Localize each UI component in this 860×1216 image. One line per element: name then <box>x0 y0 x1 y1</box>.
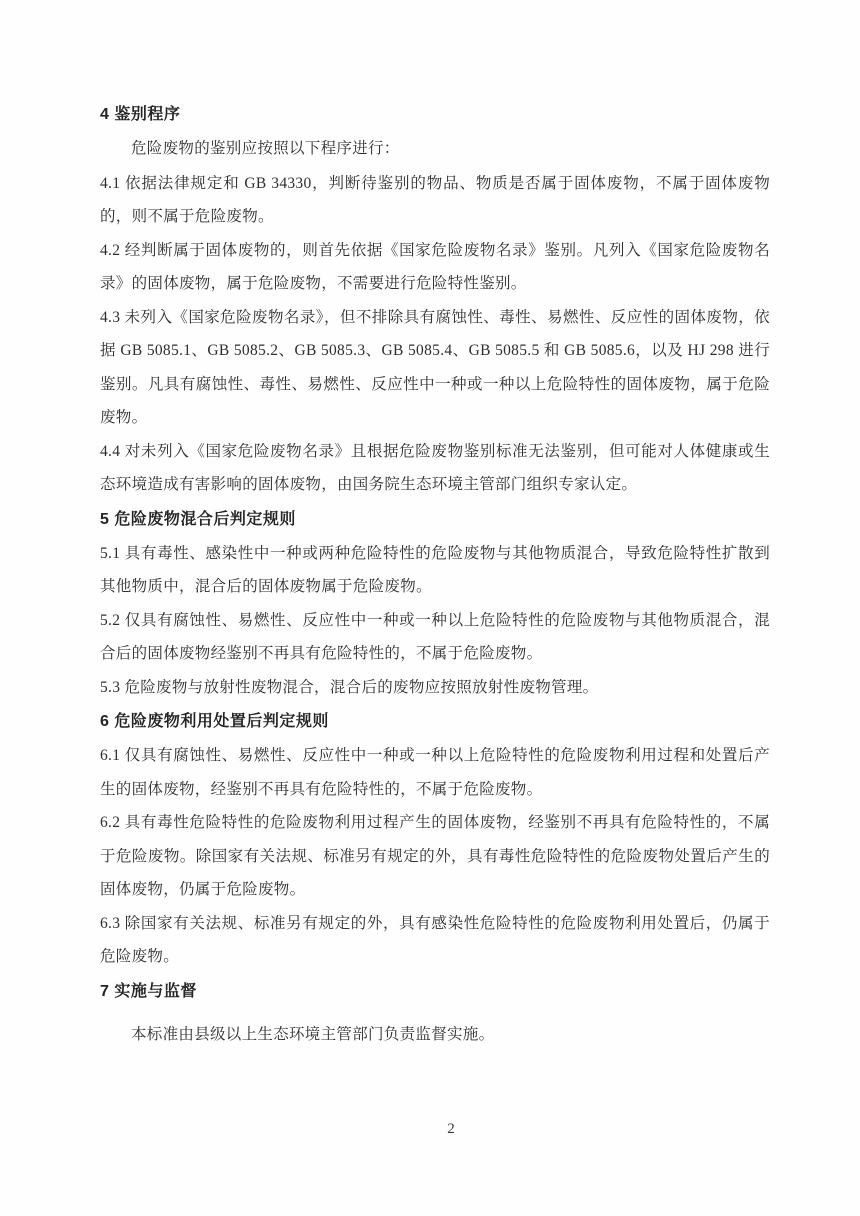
paragraph-supervision: 本标准由县级以上生态环境主管部门负责监督实施。 <box>131 1025 495 1043</box>
page-footer <box>0 1118 860 1140</box>
clause-4-1: 4.1 依据法律规定和 GB 34330，判断待鉴别的物品、物质是否属于固体废物，不属于固体废物的，则不属于危险废物。 <box>100 174 770 225</box>
clause-5-1: 5.1 具有毒性、感染性中一种或两种危险特性的危险废物与其他物质混合，导致危险特性扩散到其他物质中，混合后的固体废物属于危险废物。 <box>100 544 770 595</box>
heading-section-5-mixing-rules: 5 危险废物混合后判定规则 <box>100 510 296 528</box>
heading-section-7-implementation-supervision: 7 实施与监督 <box>100 982 197 1000</box>
heading-section-6-disposal-rules: 6 危险废物利用处置后判定规则 <box>100 713 329 730</box>
clause-4-2: 4.2 经判断属于固体废物的，则首先依据《国家危险废物名录》鉴别。凡列入《国家危险废物名录》的固体废物，属于危险废物，不需要进行危险特性鉴别。 <box>100 241 770 292</box>
clause-6-2: 6.2 具有毒性危险特性的危险废物利用过程产生的固体废物，经鉴别不再具有危险特性的，不属于危险废物。除国家有关法规、标准另有规定的外，具有毒性危险特性的危险废物处置后产生的固体废物，仍属于危险废物。 <box>100 814 770 898</box>
clause-6-1: 6.1 仅具有腐蚀性、易燃性、反应性中一种或一种以上危险特性的危险废物利用过程和处置后产生的固体废物，经鉴别不再具有危险特性的，不属于危险废物。 <box>100 747 770 798</box>
clause-5-3: 5.3 危险废物与放射性废物混合，混合后的废物应按照放射性废物管理。 <box>100 678 599 696</box>
page-number: 2 <box>447 1121 455 1137</box>
heading-section-4-identification-procedure: 4 鉴别程序 <box>100 106 181 123</box>
clause-6-3: 6.3 除国家有关法规、标准另有规定的外，具有感染性危险特性的危险废物利用处置后，仍属于危险废物。 <box>100 914 770 965</box>
clause-4-3: 4.3 未列入《国家危险废物名录》，但不排除具有腐蚀性、毒性、易燃性、反应性的固体废物，依据 GB 5085.1、GB 5085.2、GB 5085.3、GB 5085.4、GB 5085.5 和 GB 5085.6，以及 HJ 298 进行鉴别。凡具有腐蚀性、毒性、易燃性、反应性中一种或一种以上危险特性的固体废物，属于危险废物。 <box>100 308 770 426</box>
clause-4-4: 4.4 对未列入《国家危险废物名录》且根据危险废物鉴别标准无法鉴别，但可能对人体健康或生态环境造成有害影响的固体废物，由国务院生态环境主管部门组织专家认定。 <box>100 442 770 493</box>
document-body <box>100 97 770 1051</box>
paragraph-procedure-intro: 危险废物的鉴别应按照以下程序进行： <box>131 140 400 157</box>
clause-5-2: 5.2 仅具有腐蚀性、易燃性、反应性中一种或一种以上危险特性的危险废物与其他物质混合，混合后的固体废物经鉴别不再具有危险特性的，不属于危险废物。 <box>100 611 770 662</box>
